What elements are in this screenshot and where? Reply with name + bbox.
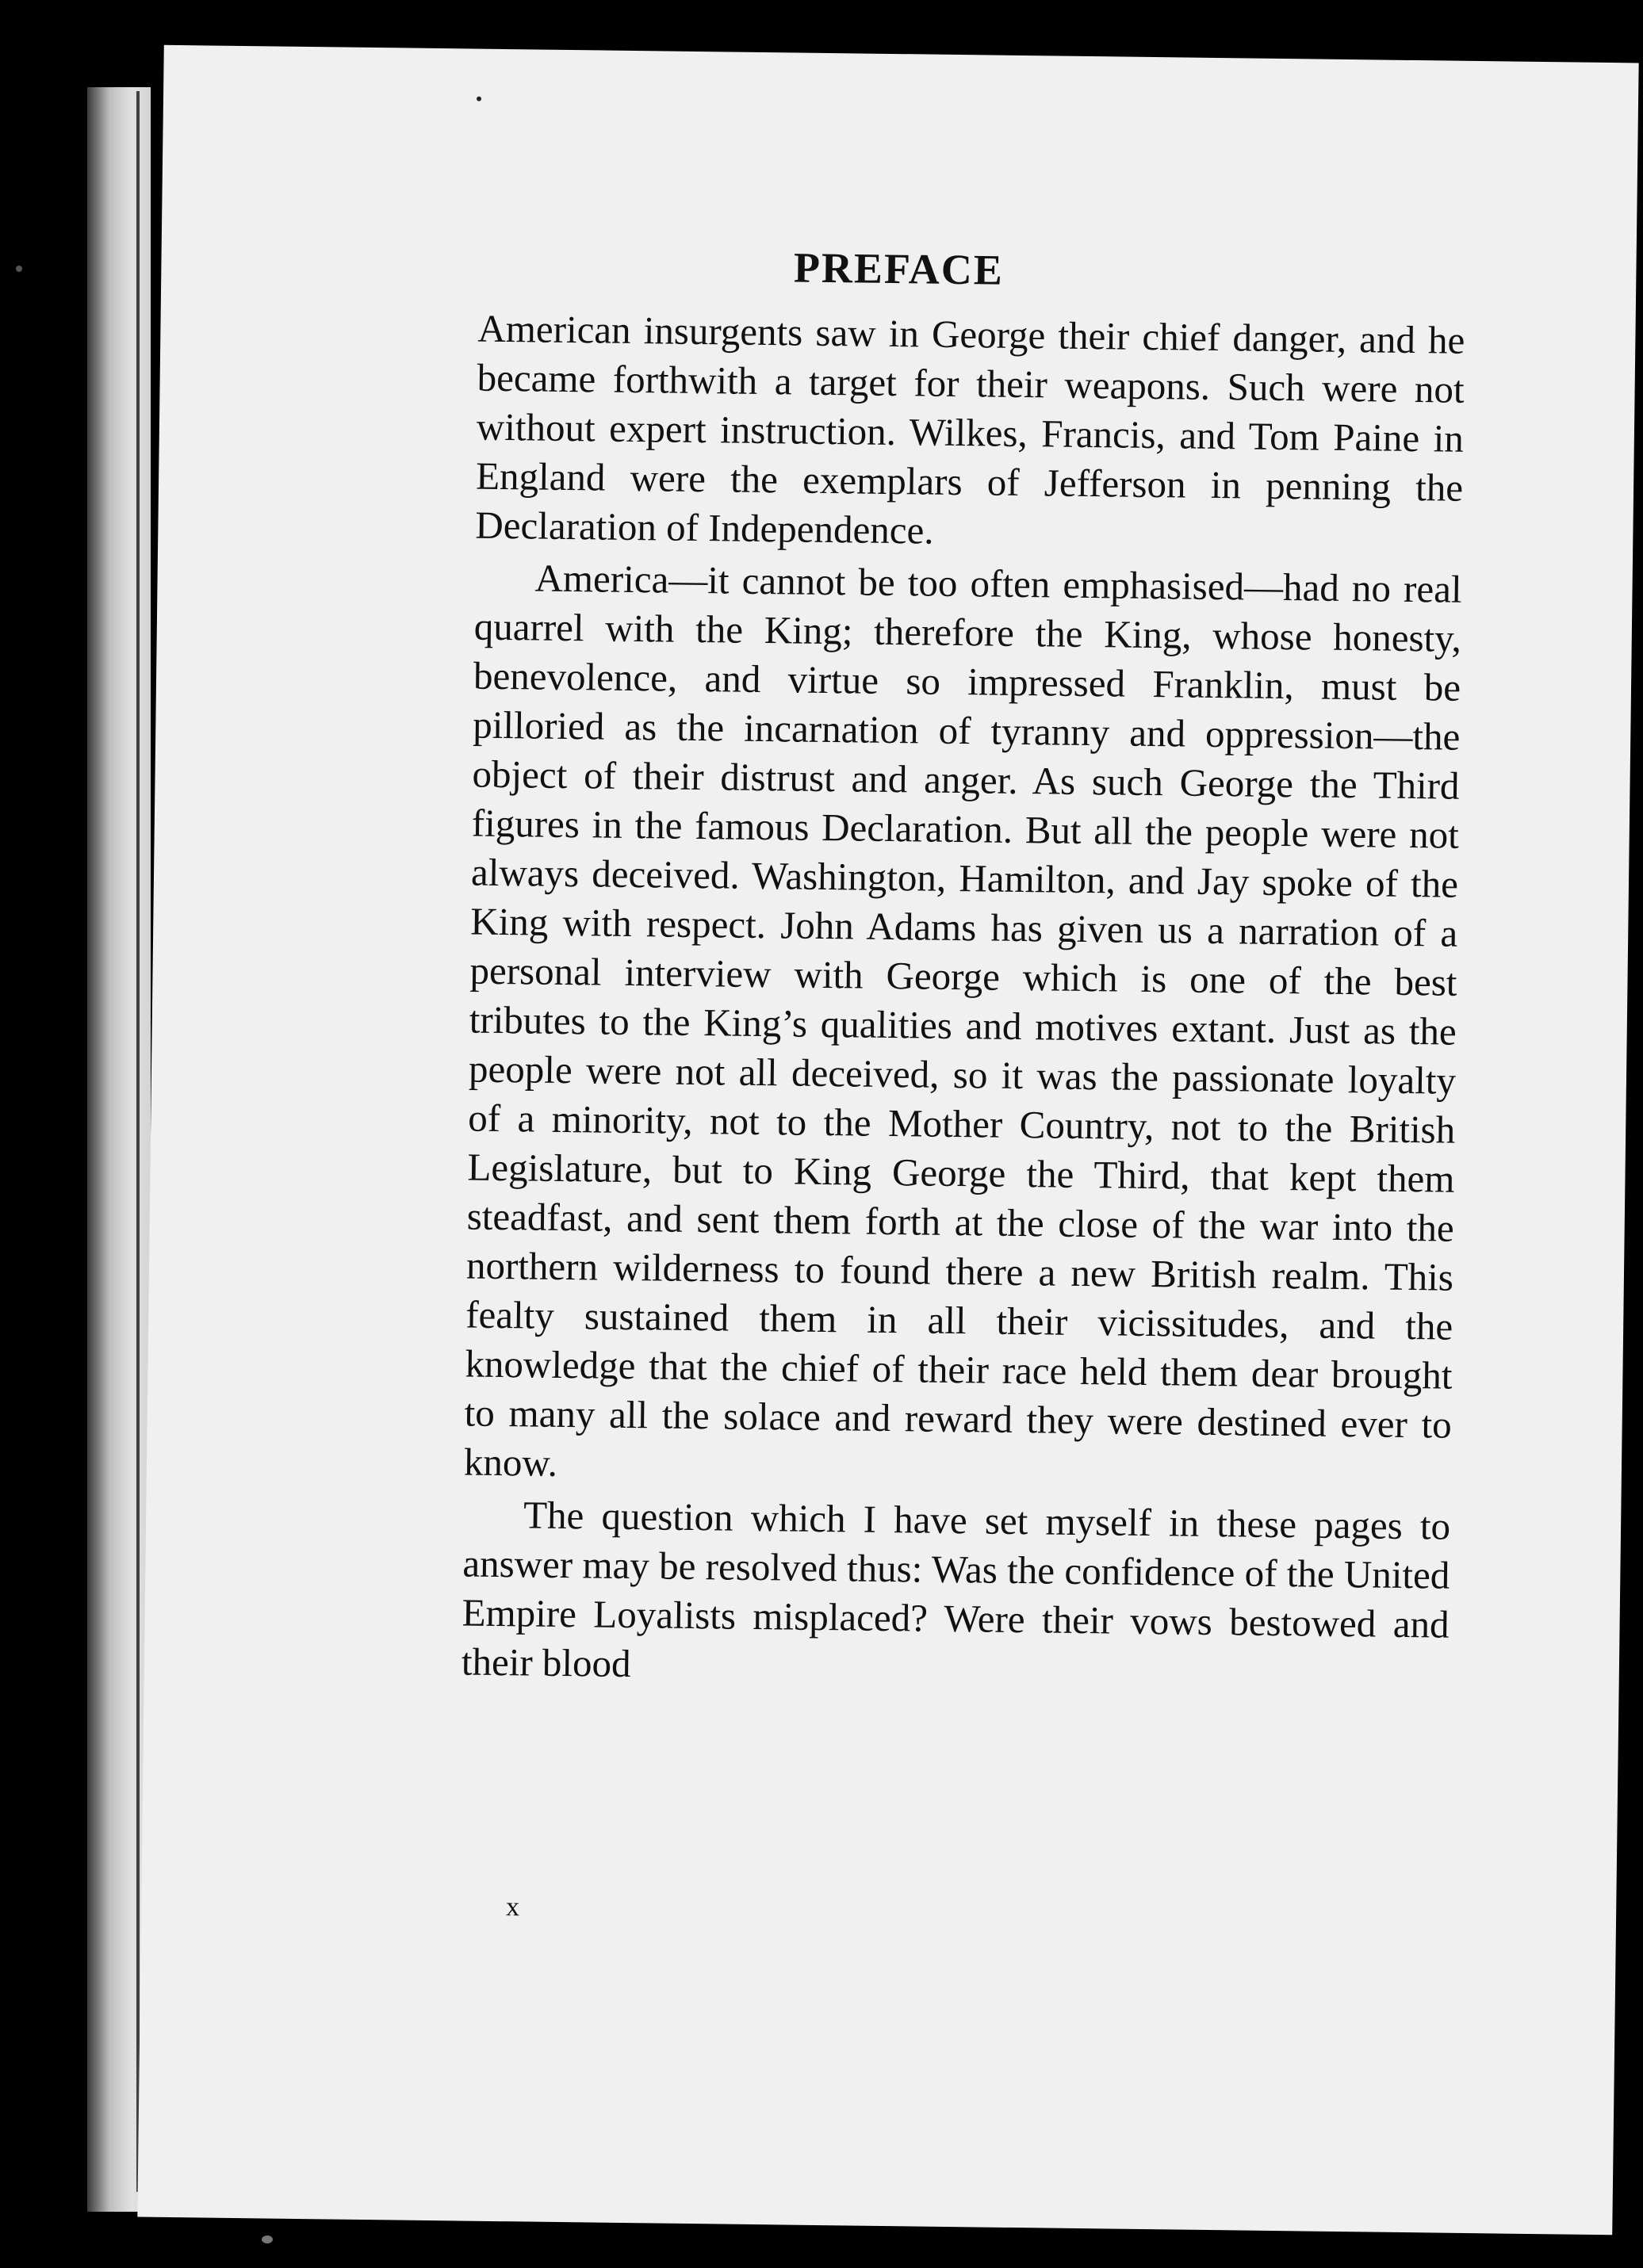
- scan-speck: [477, 97, 481, 101]
- scan-speck: [16, 266, 22, 272]
- book-page: [137, 45, 1638, 2235]
- running-head: PREFACE: [793, 243, 1005, 294]
- paragraph-1: American insurgents saw in George their chief danger, and he became forthwith a target for their weapons. Such were not without expert instruction. Wilkes, Francis, and Tom Paine in England were the exemplars of Jefferson in penning the Declaration of Independence.: [475, 306, 1465, 553]
- body-text: [461, 304, 1465, 1702]
- paragraph-2: America—it cannot be too often emphasised—had no real quarrel with the King; therefore the King, whose honesty, benevolence, and virtue so impressed Franklin, must be pilloried as the incarnation of tyranny and oppression—the object of their distrust and anger. As such George the Third figures in the famous Declaration. But all the people were not always deceived. Washington, Hamilton, and Jay spoke of the King with respect. John Adams has given us a narration of a personal interview with George which is one of the best tributes to the King’s qualities and motives extant. Just as the people were not all deceived, so it was the passionate loyalty of a minority, not to the Mother Country, not to the British Legislature, but to King George the Third, that kept them steadfast, and sent them forth at the close of the war into the northern wilderness to found there a new British realm. This fealty sustained them in all their vicissitudes, and the knowledge that the chief of their race held them dear brought to many all the solace and reward they were destined ever to know.: [463, 556, 1462, 1485]
- scan-speck: [262, 2235, 273, 2243]
- page-number: x: [505, 1892, 520, 1922]
- gutter-shadow: [136, 91, 140, 2192]
- paragraph-3: The question which I have set myself in these pages to answer may be resolved thus: Was the confidence of the United Empire Loyalists misplaced? Were their vows bestowed and their blood: [461, 1493, 1451, 1686]
